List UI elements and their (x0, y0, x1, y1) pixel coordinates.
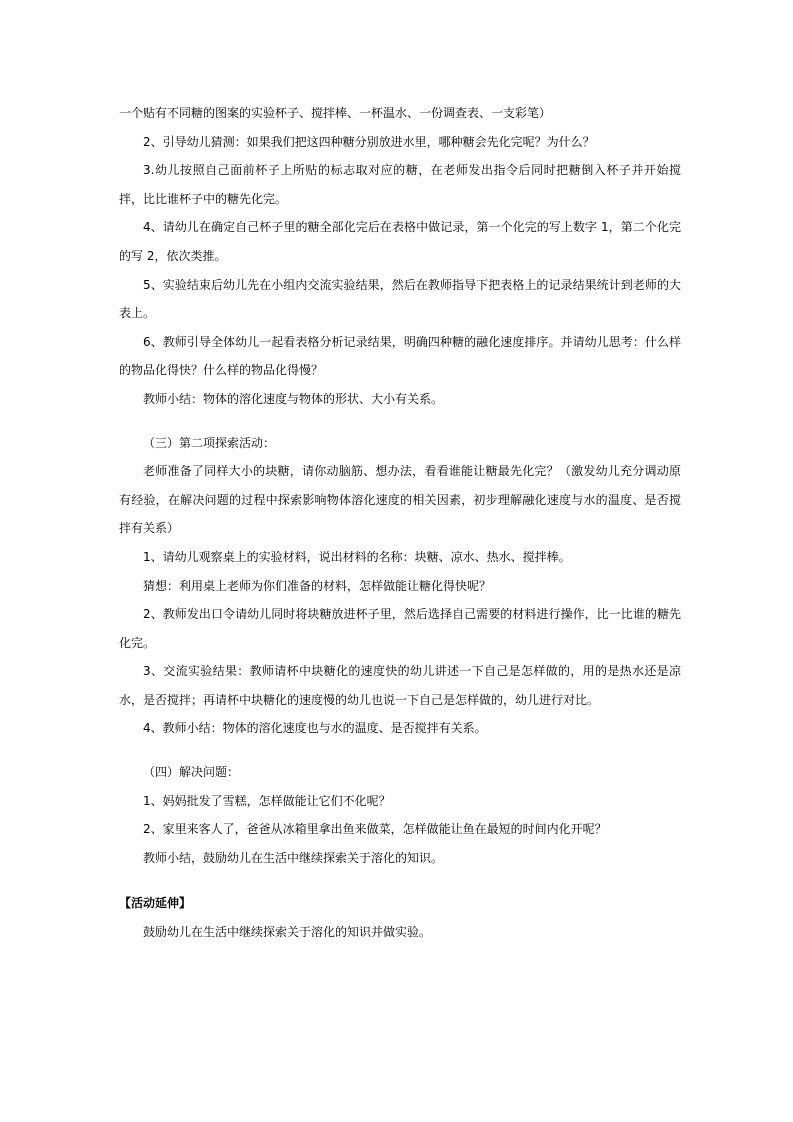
document-body (119, 99, 681, 947)
section-3-title: （三）第二项探索活动： (143, 435, 276, 450)
paragraph-step-6-analyze: 6、教师引导全体幼儿一起看表格分析记录结果，明确四种糖的融化速度排序。并请幼儿思考：什么样的物品化得快？什么样的物品化得慢？ (119, 334, 681, 378)
extension-heading: 【活动延伸】 (119, 896, 192, 911)
paragraph-section-3-step-3: 3、交流实验结果：教师请杯中块糖化的速度快的幼儿讲述一下自己是怎样做的，用的是热水还是凉水，是否搅拌；再请杯中块糖化的速度慢的幼儿也说一下自己是怎样做的，幼儿进行对比。 (119, 664, 681, 707)
paragraph-extension: 鼓励幼儿在生活中继续探索关于溶化的知识并做实验。 (143, 925, 432, 940)
paragraph-section-4-summary: 教师小结，鼓励幼儿在生活中继续探索关于溶化的知识。 (143, 850, 444, 865)
paragraph-step-3-stir: 3.幼儿按照自己面前杯子上所贴的标志取对应的糖，在老师发出指令后同时把糖倒入杯子并开始搅拌，比比谁杯子中的糖先化完。 (119, 163, 681, 206)
spacer (119, 743, 681, 758)
paragraph-section-3-intro: 老师准备了同样大小的块糖，请你动脑筋、想办法，看看谁能让糖最先化完？（激发幼儿充分调动原有经验，在解决问题的过程中探索影响物体溶化速度的相关因素，初步理解融化速度与水的温度、是否搅拌有关系） (119, 464, 681, 536)
paragraph-step-5-share: 5、实验结束后幼儿先在小组内交流实验结果，然后在教师指导下把表格上的记录结果统计到老师的大表上。 (119, 277, 681, 321)
paragraph-materials-continued: 一个贴有不同糖的图案的实验杯子、搅拌棒、一杯温水、一份调查表、一支彩笔） (119, 106, 552, 120)
paragraph-section-4-q1: 1、妈妈批发了雪糕，怎样做能让它们不化呢？ (143, 793, 391, 808)
paragraph-section-3-step-4: 4、教师小结：物体的溶化速度也与水的温度、是否搅拌有关系。 (143, 721, 487, 736)
spacer (119, 414, 681, 429)
paragraph-step-4-record: 4、请幼儿在确定自己杯子里的糖全部化完后在表格中做记录，第一个化完的写上数字 1，第二个化完的写 2，依次类推。 (119, 220, 681, 263)
paragraph-section-4-q2: 2、家里来客人了，爸爸从冰箱里拿出鱼来做菜，怎样做能让鱼在最短的时间内化开呢？ (143, 822, 607, 837)
section-4-title: （四）解决问题： (143, 765, 240, 780)
spacer (119, 872, 681, 889)
paragraph-step-2-guess: 2、引导幼儿猜测：如果我们把这四种糖分别放进水里，哪种糖会先化完呢？为什么？ (143, 134, 595, 149)
paragraph-section-3-step-1: 1、请幼儿观察桌上的实验材料，说出材料的名称：块糖、凉水、热水、搅拌棒。 (143, 549, 571, 564)
paragraph-summary-1: 教师小结：物体的溶化速度与物体的形状、大小有关系。 (143, 391, 444, 406)
paragraph-section-3-guess: 猜想：利用桌上老师为你们准备的材料，怎样做能让糖化得快呢？ (143, 578, 492, 593)
paragraph-section-3-step-2: 2、教师发出口令请幼儿同时将块糖放进杯子里，然后选择自己需要的材料进行操作，比一比谁的糖先化完。 (119, 607, 681, 650)
